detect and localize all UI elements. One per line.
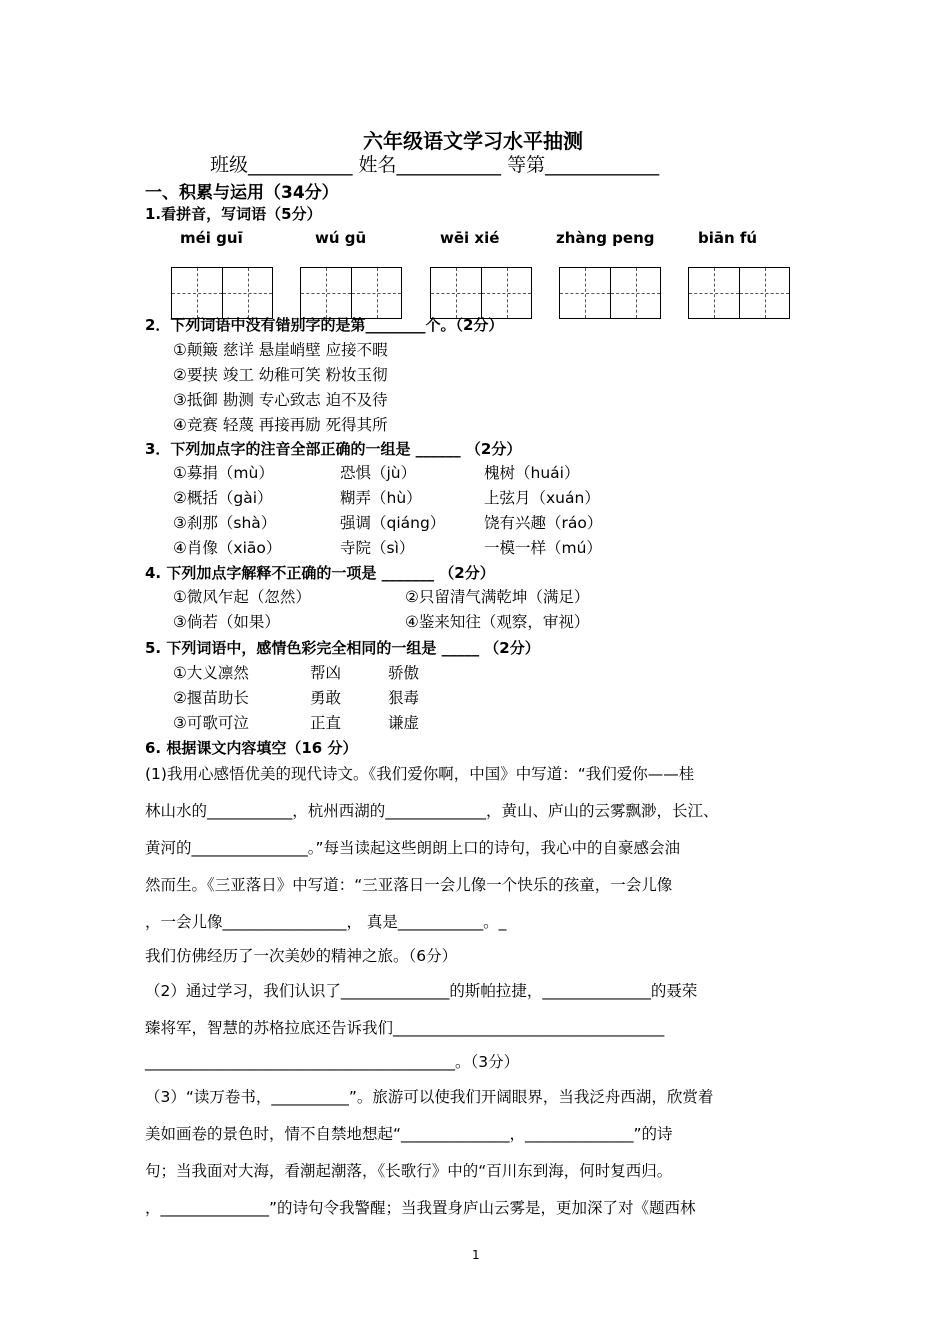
section-heading: 一、积累与运用（34分） <box>145 183 339 203</box>
q3-option: 一模一样（mú） <box>484 539 602 557</box>
q3-option: 寺院（sì） <box>340 539 415 557</box>
q3-option: 饶有兴趣（ráo） <box>484 514 603 532</box>
fill-in-line: ，一会儿像________________， 真是___________。_ <box>145 913 507 931</box>
pinyin-5: biān fú <box>698 229 758 247</box>
q5-option: ③可歌可泣 <box>173 714 249 732</box>
page-number: 1 <box>472 1248 480 1262</box>
q3-option: ①募捐（mù） <box>173 464 274 482</box>
fill-in-line: 美如画卷的景色时，情不自禁地想起“______________，______________”的诗 <box>145 1125 673 1143</box>
fill-in-line: （3）“读万卷书，__________”。旅游可以使我们开阔眼界，当我泛舟西湖，欣赏着 <box>145 1088 714 1106</box>
q4-option: ③倘若（如果） <box>173 613 280 631</box>
fill-in-line: ，______________”的诗句令我警醒；当我置身庐山云雾是，更加深了对《题西林 <box>145 1199 696 1217</box>
fill-in-line: ________________________________________。（3分） <box>145 1053 520 1071</box>
q5-label: 5. 下列词语中，感情色彩完全相同的一组是 _____ （2分） <box>145 639 540 657</box>
q3-option: 强调（qiáng） <box>340 514 446 532</box>
fill-in-line: (1)我用心感悟优美的现代诗文。《我们爱你啊，中国》中写道：“我们爱你——桂 <box>145 765 695 783</box>
q2-label: 2．下列词语中没有错别字的是第________个。（2分） <box>145 316 504 334</box>
writing-grid-4[interactable] <box>559 267 661 319</box>
fill-in-line: 黄河的_______________。”每当读起这些朗朗上口的诗句，我心中的自豪感会油 <box>145 839 681 857</box>
fill-in-line: 臻将军，智慧的苏格拉底还告诉我们___________________________________ <box>145 1019 665 1037</box>
q5-option: 骄傲 <box>388 664 420 682</box>
fill-in-line: 林山水的___________，杭州西湖的_____________，黄山、庐山的云雾飘渺，长江、 <box>145 802 719 820</box>
q3-option: 恐惧（jù） <box>340 464 417 482</box>
writing-grid-3[interactable] <box>430 267 532 319</box>
q3-option: 槐树（huái） <box>484 464 580 482</box>
q5-option: 谦虚 <box>388 714 420 732</box>
q5-option: ②揠苗助长 <box>173 689 249 707</box>
q5-option: 帮凶 <box>310 664 342 682</box>
writing-grid-5[interactable] <box>688 267 790 319</box>
q5-option: 勇敢 <box>310 689 342 707</box>
writing-grid-2[interactable] <box>300 267 402 319</box>
fill-in-line: 我们仿佛经历了一次美妙的精神之旅。（6分） <box>145 947 458 965</box>
q3-option: ②概括（gài） <box>173 489 273 507</box>
fill-in-line: （2）通过学习，我们认识了______________的斯帕拉捷，______________的聂荣 <box>145 982 698 1000</box>
q2-option: ③抵御 勘测 专心致志 迫不及待 <box>173 391 388 409</box>
q4-option: ④鉴来知往（观察，审视） <box>405 613 590 631</box>
q2-option: ②要挟 竣工 幼稚可笑 粉妆玉彻 <box>173 366 388 384</box>
q5-option: ①大义凛然 <box>173 664 249 682</box>
q2-option: ④竞赛 轻蔑 再接再励 死得其所 <box>173 416 388 434</box>
fill-in-line: 然而生。《三亚落日》中写道：“三亚落日一会儿像一个快乐的孩童，一会儿像 <box>145 876 673 894</box>
q2-option: ①颠簸 慈详 悬崖峭壁 应接不暇 <box>173 341 388 359</box>
pinyin-4: zhàng peng <box>556 229 655 247</box>
q3-option: ③刹那（shà） <box>173 514 277 532</box>
q5-option: 正直 <box>310 714 342 732</box>
pinyin-1: méi guī <box>180 229 243 247</box>
q3-option: 糊弄（hù） <box>340 489 422 507</box>
q3-label: 3．下列加点字的注音全部正确的一组是 ______ （2分） <box>145 440 522 458</box>
q6-label: 6. 根据课文内容填空（16 分） <box>145 739 358 757</box>
fill-in-line: 句；当我面对大海，看潮起潮落，《长歌行》中的“百川东到海，何时复西归。 <box>145 1162 673 1180</box>
q1-label: 1.看拼音，写词语（5分） <box>145 205 322 223</box>
q4-option: ①微风乍起（忽然） <box>173 588 311 606</box>
q3-option: ④肖像（xiāo） <box>173 539 282 557</box>
student-info-line: 班级___________ 姓名___________ 等第____________ <box>210 154 660 176</box>
q4-option: ②只留清气满乾坤（满足） <box>405 588 590 606</box>
q5-option: 狠毒 <box>388 689 420 707</box>
q4-label: 4. 下列加点字解释不正确的一项是 _______ （2分） <box>145 564 495 582</box>
writing-grid-1[interactable] <box>171 267 273 319</box>
pinyin-3: wēi xié <box>440 229 500 247</box>
page-title: 六年级语文学习水平抽测 <box>363 129 583 153</box>
q3-option: 上弦月（xuán） <box>484 489 600 507</box>
pinyin-2: wú gū <box>315 229 367 247</box>
